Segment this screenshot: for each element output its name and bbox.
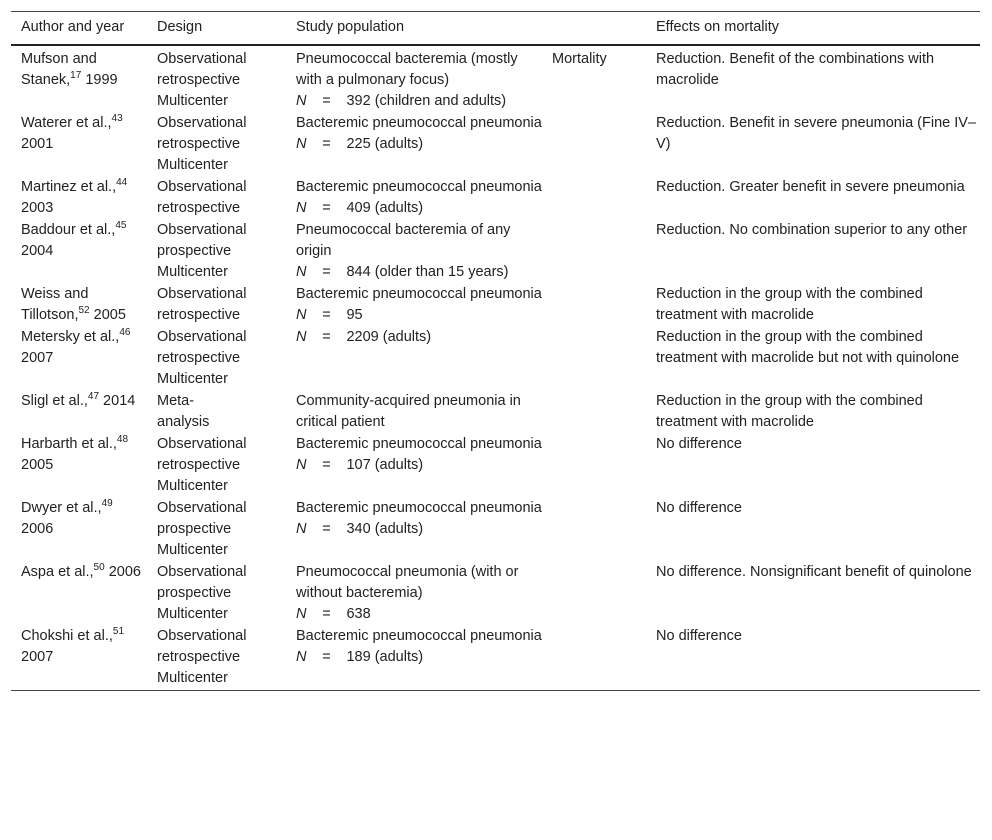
effect-cell: No difference bbox=[656, 628, 742, 644]
sample-size-symbol: N bbox=[296, 307, 307, 323]
study-year: 2006 bbox=[21, 521, 54, 537]
header-author: Author and year bbox=[21, 19, 125, 35]
author-name: Harbarth et al., bbox=[21, 436, 117, 452]
author-name: Dwyer et al., bbox=[21, 500, 102, 516]
author-year-cell bbox=[11, 45, 147, 113]
design-line: Observational bbox=[157, 628, 247, 644]
design-line: Multicenter bbox=[157, 478, 228, 494]
design-line: prospective bbox=[157, 243, 232, 259]
author-year-cell bbox=[11, 391, 147, 434]
study-year: 2006 bbox=[104, 564, 141, 580]
design-line: retrospective bbox=[157, 649, 241, 665]
author-year-cell bbox=[11, 498, 147, 562]
design-line: Observational bbox=[157, 436, 247, 452]
equals-sign: = bbox=[322, 136, 331, 152]
sample-size-symbol: N bbox=[296, 649, 307, 665]
mortality-studies-table bbox=[11, 11, 980, 691]
effect-cell: Reduction. Benefit of the combinations with macrolide bbox=[656, 51, 935, 88]
effect-cell: No difference. Nonsignificant benefit of quinolone bbox=[656, 564, 972, 580]
equals-sign: = bbox=[322, 93, 331, 109]
design-cell bbox=[147, 434, 286, 498]
sample-size bbox=[296, 134, 542, 155]
design-line: retrospective bbox=[157, 307, 241, 323]
sample-size-value: 409 (adults) bbox=[346, 200, 424, 216]
author-name: Sligl et al., bbox=[21, 393, 88, 409]
effect-cell: Reduction. No combination superior to any other bbox=[656, 222, 968, 238]
sample-size bbox=[296, 91, 542, 112]
design-line: retrospective bbox=[157, 200, 241, 216]
author-name: Waterer et al., bbox=[21, 115, 112, 131]
outcome-cell: Mortality bbox=[552, 51, 607, 67]
reference-number: 47 bbox=[87, 391, 100, 403]
equals-sign: = bbox=[322, 521, 331, 537]
outcome-cell bbox=[542, 498, 646, 562]
design-cell bbox=[147, 45, 286, 113]
design-line: Observational bbox=[157, 179, 247, 195]
sample-size bbox=[296, 647, 542, 668]
design-cell bbox=[147, 284, 286, 327]
design-line: Multicenter bbox=[157, 93, 228, 109]
author-year-cell bbox=[11, 220, 147, 284]
population-cell bbox=[286, 562, 542, 626]
design-line: Multicenter bbox=[157, 264, 228, 280]
design-line: Observational bbox=[157, 564, 247, 580]
population-cell bbox=[286, 327, 542, 391]
sample-size bbox=[296, 455, 542, 476]
sample-size-value: 2209 (adults) bbox=[346, 329, 432, 345]
sample-size bbox=[296, 262, 542, 283]
author-year-cell bbox=[11, 626, 147, 691]
sample-size-value: 392 (children and adults) bbox=[346, 93, 507, 109]
sample-size-value: 638 bbox=[346, 606, 371, 622]
study-year: 2004 bbox=[21, 243, 54, 259]
design-line: retrospective bbox=[157, 136, 241, 152]
effect-cell: No difference bbox=[656, 436, 742, 452]
outcome-cell bbox=[542, 562, 646, 626]
outcome-cell bbox=[542, 327, 646, 391]
table-row bbox=[11, 391, 980, 434]
author-year-cell bbox=[11, 113, 147, 177]
sample-size-symbol: N bbox=[296, 329, 307, 345]
author-year-cell bbox=[11, 434, 147, 498]
equals-sign: = bbox=[322, 264, 331, 280]
study-year: 2007 bbox=[21, 350, 54, 366]
population-description: Pneumococcal bacteremia (mostly with a pulmonary focus) bbox=[296, 51, 518, 88]
outcome-cell bbox=[542, 220, 646, 284]
population-cell bbox=[286, 626, 542, 691]
population-description: Bacteremic pneumococcal pneumonia bbox=[296, 179, 542, 195]
equals-sign: = bbox=[322, 457, 331, 473]
design-line: Multicenter bbox=[157, 606, 228, 622]
design-line: Observational bbox=[157, 222, 247, 238]
design-line: retrospective bbox=[157, 457, 241, 473]
table-row bbox=[11, 498, 980, 562]
design-cell bbox=[147, 391, 286, 434]
equals-sign: = bbox=[322, 606, 331, 622]
reference-number: 51 bbox=[112, 626, 125, 638]
header-outcome bbox=[542, 12, 646, 46]
population-cell bbox=[286, 284, 542, 327]
population-description: Pneumococcal pneumonia (with or without bacteremia) bbox=[296, 564, 519, 601]
reference-number: 48 bbox=[116, 434, 129, 446]
author-year-cell bbox=[11, 284, 147, 327]
table-row bbox=[11, 177, 980, 220]
sample-size bbox=[296, 198, 542, 219]
sample-size-value: 844 (older than 15 years) bbox=[346, 264, 509, 280]
author-year-cell bbox=[11, 327, 147, 391]
design-line: Observational bbox=[157, 286, 247, 302]
table-row bbox=[11, 45, 980, 113]
table-header-row bbox=[11, 12, 980, 46]
table-row bbox=[11, 562, 980, 626]
sample-size bbox=[296, 305, 542, 326]
population-description: Bacteremic pneumococcal pneumonia bbox=[296, 500, 542, 516]
design-line: Observational bbox=[157, 51, 247, 67]
sample-size-value: 107 (adults) bbox=[346, 457, 424, 473]
effect-cell: Reduction. Greater benefit in severe pneumonia bbox=[656, 179, 965, 195]
author-name: Weiss and Tillotson, bbox=[21, 286, 89, 323]
author-name: Martinez et al., bbox=[21, 179, 117, 195]
design-line: Observational bbox=[157, 115, 247, 131]
sample-size-symbol: N bbox=[296, 606, 307, 622]
sample-size bbox=[296, 327, 542, 348]
sample-size-symbol: N bbox=[296, 200, 307, 216]
table-row bbox=[11, 327, 980, 391]
sample-size-value: 189 (adults) bbox=[346, 649, 424, 665]
design-line: Meta- bbox=[157, 393, 195, 409]
sample-size-symbol: N bbox=[296, 264, 307, 280]
design-line: Multicenter bbox=[157, 542, 228, 558]
reference-number: 52 bbox=[78, 305, 90, 317]
author-name: Metersky et al., bbox=[21, 329, 120, 345]
design-line: Observational bbox=[157, 500, 247, 516]
outcome-cell bbox=[542, 434, 646, 498]
design-cell bbox=[147, 562, 286, 626]
author-name: Chokshi et al., bbox=[21, 628, 113, 644]
author-year-cell bbox=[11, 562, 147, 626]
sample-size-value: 225 (adults) bbox=[346, 136, 424, 152]
author-year-cell bbox=[11, 177, 147, 220]
design-line: Multicenter bbox=[157, 670, 228, 686]
reference-number: 45 bbox=[115, 220, 127, 232]
population-cell bbox=[286, 177, 542, 220]
population-cell bbox=[286, 113, 542, 177]
reference-number: 49 bbox=[101, 498, 113, 510]
table-row bbox=[11, 284, 980, 327]
sample-size bbox=[296, 604, 542, 625]
design-line: prospective bbox=[157, 521, 232, 537]
sample-size bbox=[296, 519, 542, 540]
population-description: Community-acquired pneumonia in critical patient bbox=[296, 393, 521, 430]
table-body bbox=[11, 45, 980, 691]
equals-sign: = bbox=[322, 200, 331, 216]
population-description: Pneumococcal bacteremia of any origin bbox=[296, 222, 511, 259]
equals-sign: = bbox=[322, 649, 331, 665]
author-name: Mufson and Stanek, bbox=[21, 51, 97, 88]
design-cell bbox=[147, 177, 286, 220]
sample-size-symbol: N bbox=[296, 136, 307, 152]
study-year: 1999 bbox=[81, 72, 118, 88]
design-cell bbox=[147, 498, 286, 562]
header-design: Design bbox=[157, 19, 203, 35]
effect-cell: Reduction in the group with the combined treatment with macrolide bbox=[656, 393, 923, 430]
population-cell bbox=[286, 434, 542, 498]
equals-sign: = bbox=[322, 307, 331, 323]
outcome-cell bbox=[542, 284, 646, 327]
table-row bbox=[11, 220, 980, 284]
table-row bbox=[11, 626, 980, 691]
reference-number: 44 bbox=[116, 177, 128, 189]
design-line: prospective bbox=[157, 585, 232, 601]
population-cell bbox=[286, 45, 542, 113]
design-cell bbox=[147, 327, 286, 391]
table-row bbox=[11, 113, 980, 177]
equals-sign: = bbox=[322, 329, 331, 345]
design-line: Multicenter bbox=[157, 157, 228, 173]
table-row bbox=[11, 434, 980, 498]
study-year: 2007 bbox=[21, 649, 54, 665]
design-line: Multicenter bbox=[157, 371, 228, 387]
author-name: Baddour et al., bbox=[21, 222, 116, 238]
study-year: 2005 bbox=[21, 457, 54, 473]
sample-size-symbol: N bbox=[296, 457, 307, 473]
design-line: Observational bbox=[157, 329, 247, 345]
sample-size-value: 340 (adults) bbox=[346, 521, 424, 537]
effect-cell: No difference bbox=[656, 500, 742, 516]
population-description: Bacteremic pneumococcal pneumonia bbox=[296, 286, 542, 302]
study-year: 2005 bbox=[89, 307, 126, 323]
design-line: retrospective bbox=[157, 72, 241, 88]
outcome-cell bbox=[542, 113, 646, 177]
sample-size-value: 95 bbox=[346, 307, 363, 323]
reference-number: 17 bbox=[70, 70, 82, 82]
design-cell bbox=[147, 113, 286, 177]
effect-cell: Reduction in the group with the combined treatment with macrolide bbox=[656, 286, 923, 323]
study-year: 2001 bbox=[21, 136, 54, 152]
population-description: Bacteremic pneumococcal pneumonia bbox=[296, 628, 542, 644]
population-cell bbox=[286, 498, 542, 562]
population-description: Bacteremic pneumococcal pneumonia bbox=[296, 115, 542, 131]
reference-number: 43 bbox=[111, 113, 123, 125]
reference-number: 46 bbox=[119, 327, 131, 339]
design-cell bbox=[147, 220, 286, 284]
study-year: 2014 bbox=[99, 393, 136, 409]
effect-cell: Reduction. Benefit in severe pneumonia (Fine IV–V) bbox=[656, 115, 976, 152]
outcome-cell bbox=[542, 391, 646, 434]
design-line: retrospective bbox=[157, 350, 241, 366]
effect-cell: Reduction in the group with the combined treatment with macrolide but not with quinolone bbox=[656, 329, 960, 366]
population-description: Bacteremic pneumococcal pneumonia bbox=[296, 436, 542, 452]
outcome-cell bbox=[542, 177, 646, 220]
population-cell bbox=[286, 220, 542, 284]
header-effects: Effects on mortality bbox=[656, 19, 780, 35]
population-cell bbox=[286, 391, 542, 434]
reference-number: 50 bbox=[93, 562, 105, 574]
outcome-cell bbox=[542, 626, 646, 691]
header-population: Study population bbox=[296, 19, 405, 35]
sample-size-symbol: N bbox=[296, 521, 307, 537]
study-year: 2003 bbox=[21, 200, 54, 216]
design-cell bbox=[147, 626, 286, 691]
author-name: Aspa et al., bbox=[21, 564, 94, 580]
design-line: analysis bbox=[157, 414, 210, 430]
sample-size-symbol: N bbox=[296, 93, 307, 109]
